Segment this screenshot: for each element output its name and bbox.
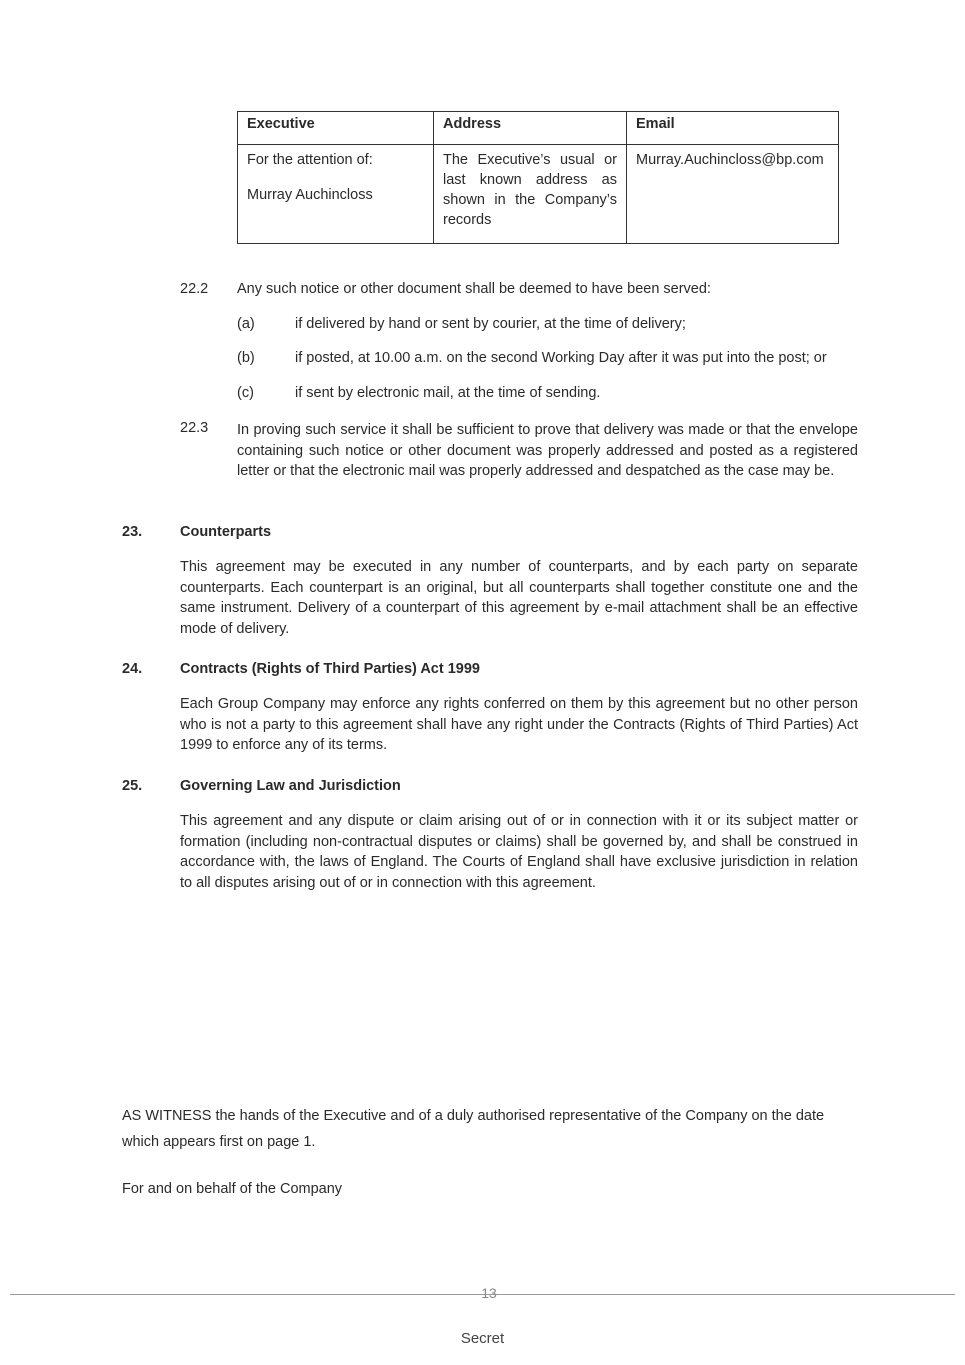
header-executive: Executive: [238, 112, 434, 145]
item-a-label: (a): [237, 316, 255, 332]
company-behalf-line: For and on behalf of the Company: [122, 1181, 343, 1197]
executive-name: Murray Auchincloss: [247, 187, 373, 203]
cell-executive: [238, 145, 434, 244]
clause-24-heading: Contracts (Rights of Third Parties) Act 1999: [180, 661, 480, 677]
clause-25-text: This agreement and any dispute or claim arising out of or in connection with it or its subject matter or formation (including non-contractual disputes or claims) shall be governed by, and shall be construed in accordance with, the laws of England. The Courts of England shall have exclusive jurisdiction in relation to all disputes arising out of or in connection with this agreement.: [180, 813, 858, 891]
item-b-label: (b): [237, 350, 255, 366]
table-row: [238, 145, 839, 244]
clause-22-3-number: 22.3: [180, 420, 209, 436]
cell-email: Murray.Auchincloss@bp.com: [627, 145, 839, 244]
notice-details-table: [237, 111, 839, 244]
executive-attention-line: For the attention of:: [247, 152, 373, 168]
clause-22-2-text: Any such notice or other document shall be deemed to have been served:: [237, 281, 711, 297]
witness-statement: AS WITNESS the hands of the Executive and of a duly authorised representative of the Company on the date which appears first on page 1.: [122, 1108, 825, 1150]
table-header-row: [238, 112, 839, 145]
header-email: Email: [627, 112, 839, 145]
clause-22-2-number: 22.2: [180, 281, 209, 297]
cell-address: The Executive’s usual or last known address as shown in the Company’s records: [434, 145, 627, 244]
clause-25-heading: Governing Law and Jurisdiction: [180, 778, 401, 794]
clause-23-number: 23.: [122, 524, 143, 540]
clause-23-heading: Counterparts: [180, 524, 272, 540]
clause-24-text: Each Group Company may enforce any rights conferred on them by this agreement but no other person who is not a party to this agreement shall have any right under the Contracts (Rights of Third Parties) Act 1999 to enforce any of its terms.: [180, 696, 858, 753]
clause-25-number: 25.: [122, 778, 143, 794]
clause-23-text: This agreement may be executed in any number of counterparts, and by each party on separate counterparts. Each counterpart is an original, but all counterparts shall together constitute one and the same instrument. Delivery of a counterpart of this agreement by e-mail attachment shall be an effective mode of delivery.: [180, 559, 858, 637]
item-c-label: (c): [237, 385, 254, 401]
clause-22-3-text: In proving such service it shall be sufficient to prove that delivery was made or that the envelope containing such notice or other document was properly addressed and posted as a registered letter or that the electronic mail was properly addressed and despatched as the case may be.: [237, 422, 858, 479]
page-number: 13: [481, 1285, 497, 1301]
clause-24-number: 24.: [122, 661, 143, 677]
header-address: Address: [434, 112, 627, 145]
item-a-text: if delivered by hand or sent by courier, at the time of delivery;: [295, 316, 686, 332]
item-c-text: if sent by electronic mail, at the time of sending.: [295, 385, 601, 401]
item-b-text: if posted, at 10.00 a.m. on the second Working Day after it was put into the post; or: [295, 350, 827, 366]
classification-label: Secret: [460, 1330, 505, 1347]
